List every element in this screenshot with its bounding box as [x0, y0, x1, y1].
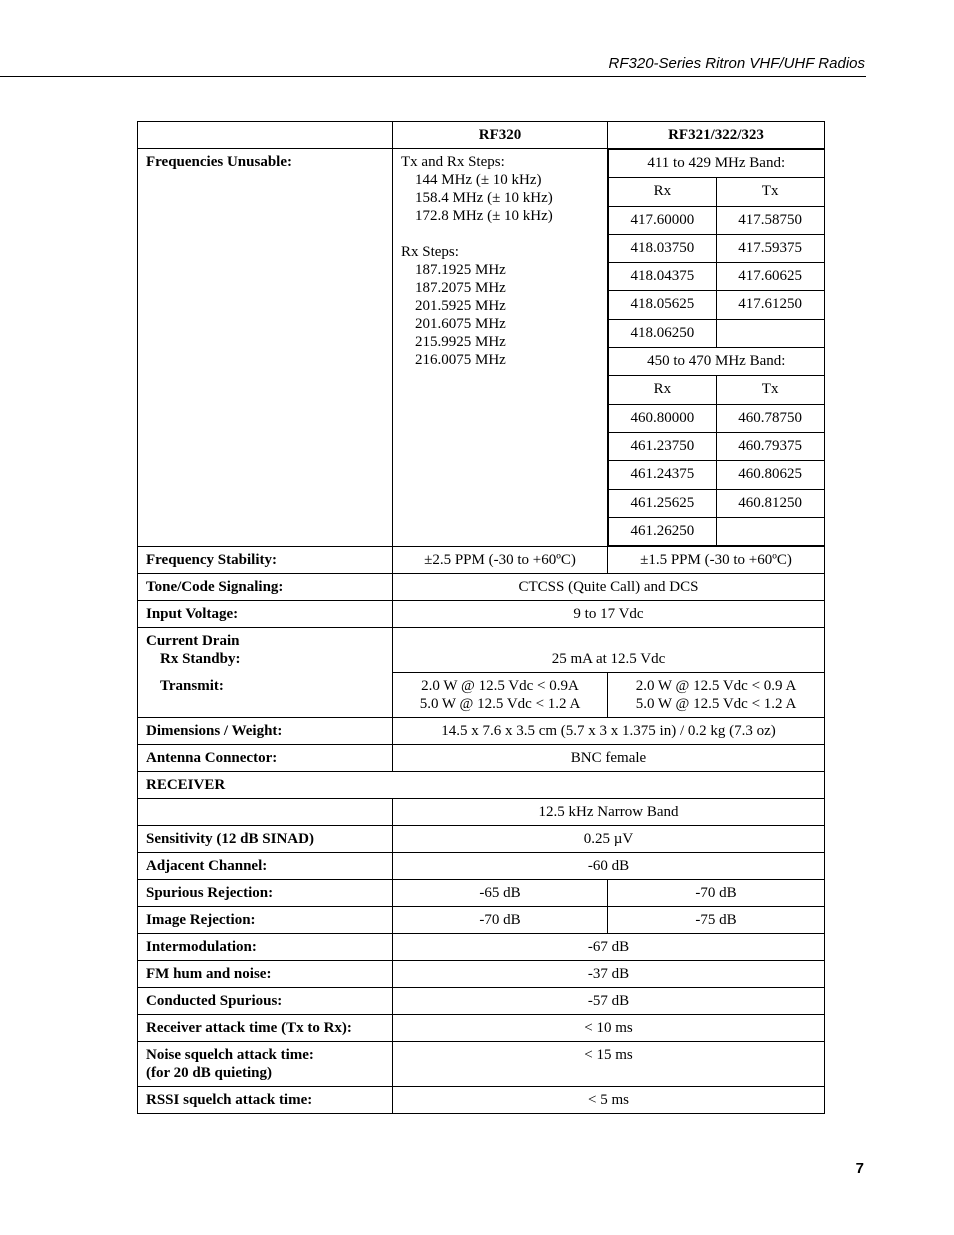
tx-freq-cell: 417.61250	[716, 291, 824, 319]
spurious-label: Spurious Rejection:	[138, 880, 393, 907]
transmit-rf320-line2: 5.0 W @ 12.5 Vdc < 1.2 A	[419, 696, 581, 713]
rf321-freq-subtable	[608, 149, 825, 546]
page-header	[0, 54, 866, 77]
freq-subheader-row	[609, 178, 825, 206]
column-header-rf321: RF321/322/323	[608, 122, 825, 149]
image-rf320: -70 dB	[393, 907, 608, 934]
sensitivity-label: Sensitivity (12 dB SINAD)	[138, 826, 393, 853]
current-drain-label: Current Drain	[146, 633, 240, 650]
rf320-steps-cell	[393, 149, 608, 547]
freq-stability-row	[138, 547, 825, 574]
txrx-step: 144 MHz (± 10 kHz)	[415, 172, 542, 188]
tone-value: CTCSS (Quite Call) and DCS	[393, 574, 825, 601]
intermod-label: Intermodulation:	[138, 934, 393, 961]
tx-freq-cell: 417.59375	[716, 234, 824, 262]
receiver-band-row	[138, 799, 825, 826]
rx-standby-value: 25 mA at 12.5 Vdc	[393, 628, 825, 673]
tx-freq-cell: 417.60625	[716, 263, 824, 291]
tx-freq-cell: Tx	[716, 178, 824, 206]
freq-stability-rf321: ±1.5 PPM (-30 to +60ºC)	[608, 547, 825, 574]
noise-squelch-row	[138, 1042, 825, 1087]
band-heading: 450 to 470 MHz Band:	[609, 348, 825, 376]
freq-unusable-label: Frequencies Unusable:	[138, 149, 393, 547]
tx-freq-cell: 417.58750	[716, 206, 824, 234]
header-title: RF320-Series Ritron VHF/UHF Radios	[608, 55, 865, 72]
spec-table	[137, 121, 825, 1114]
rssi-label: RSSI squelch attack time:	[138, 1087, 393, 1114]
freq-row	[609, 206, 825, 234]
freq-stability-label: Frequency Stability:	[138, 547, 393, 574]
header-row	[138, 122, 825, 149]
rx-step: 201.5925 MHz	[415, 298, 506, 314]
tx-freq-cell: Tx	[716, 376, 824, 404]
tx-freq-cell: 460.80625	[716, 461, 824, 489]
rx-freq-cell: 461.26250	[609, 517, 717, 545]
rx-freq-cell: 461.25625	[609, 489, 717, 517]
input-voltage-row	[138, 601, 825, 628]
freq-stability-rf320: ±2.5 PPM (-30 to +60ºC)	[393, 547, 608, 574]
transmit-rf321-line2: 5.0 W @ 12.5 Vdc < 1.2 A	[635, 696, 797, 713]
conducted-row	[138, 988, 825, 1015]
rx-freq-cell: Rx	[609, 178, 717, 206]
dimensions-row	[138, 718, 825, 745]
rx-freq-cell: 461.24375	[609, 461, 717, 489]
rx-freq-cell: 418.04375	[609, 263, 717, 291]
header-blank-cell	[138, 122, 393, 149]
rx-step: 187.1925 MHz	[415, 262, 506, 278]
freq-row	[609, 432, 825, 460]
antenna-label: Antenna Connector:	[138, 745, 393, 772]
spurious-rf320: -65 dB	[393, 880, 608, 907]
conducted-value: -57 dB	[393, 988, 825, 1015]
column-header-rf320: RF320	[393, 122, 608, 149]
rx-standby-label: Rx Standby:	[160, 651, 241, 668]
transmit-rf320	[393, 673, 608, 718]
txrx-step: 172.8 MHz (± 10 kHz)	[415, 208, 553, 224]
attack-value: < 10 ms	[393, 1015, 825, 1042]
spurious-row	[138, 880, 825, 907]
freq-row	[609, 263, 825, 291]
freq-row	[609, 291, 825, 319]
input-voltage-value: 9 to 17 Vdc	[393, 601, 825, 628]
fm-hum-label: FM hum and noise:	[138, 961, 393, 988]
rssi-value: < 5 ms	[393, 1087, 825, 1114]
tone-row	[138, 574, 825, 601]
freq-unusable-row	[138, 149, 825, 547]
adjacent-value: -60 dB	[393, 853, 825, 880]
sensitivity-row	[138, 826, 825, 853]
attack-row	[138, 1015, 825, 1042]
freq-row	[609, 319, 825, 347]
freq-row	[609, 404, 825, 432]
rx-freq-cell: 418.06250	[609, 319, 717, 347]
transmit-rf320-line1: 2.0 W @ 12.5 Vdc < 0.9A	[421, 678, 579, 695]
attack-label: Receiver attack time (Tx to Rx):	[138, 1015, 393, 1042]
spurious-rf321: -70 dB	[608, 880, 825, 907]
rx-freq-cell: 417.60000	[609, 206, 717, 234]
rx-freq-cell: 460.80000	[609, 404, 717, 432]
tx-freq-cell: 460.81250	[716, 489, 824, 517]
noise-squelch-value: < 15 ms	[393, 1042, 825, 1087]
band-heading-row	[609, 348, 825, 376]
rx-freq-cell: Rx	[609, 376, 717, 404]
freq-row	[609, 489, 825, 517]
tx-freq-cell	[716, 319, 824, 347]
tx-freq-cell	[716, 517, 824, 545]
rssi-row	[138, 1087, 825, 1114]
rx-freq-cell: 418.05625	[609, 291, 717, 319]
rx-freq-cell: 418.03750	[609, 234, 717, 262]
conducted-label: Conducted Spurious:	[138, 988, 393, 1015]
intermod-value: -67 dB	[393, 934, 825, 961]
transmit-rf321-line1: 2.0 W @ 12.5 Vdc < 0.9 A	[635, 678, 797, 695]
input-voltage-label: Input Voltage:	[138, 601, 393, 628]
noise-squelch-label-cell	[138, 1042, 393, 1087]
adjacent-label: Adjacent Channel:	[138, 853, 393, 880]
band-heading: 411 to 429 MHz Band:	[609, 150, 825, 178]
transmit-label: Transmit:	[160, 678, 224, 695]
image-row	[138, 907, 825, 934]
freq-row	[609, 234, 825, 262]
receiver-band-value: 12.5 kHz Narrow Band	[393, 799, 825, 826]
page-number: 7	[855, 1160, 864, 1177]
freq-row	[609, 517, 825, 545]
receiver-band-label	[138, 799, 393, 826]
fm-hum-value: -37 dB	[393, 961, 825, 988]
adjacent-row	[138, 853, 825, 880]
image-rf321: -75 dB	[608, 907, 825, 934]
rx-step: 187.2075 MHz	[415, 280, 506, 296]
rf321-freq-cell	[608, 149, 825, 547]
rx-step: 215.9925 MHz	[415, 334, 506, 350]
noise-squelch-label: Noise squelch attack time:	[146, 1047, 314, 1064]
dimensions-label: Dimensions / Weight:	[138, 718, 393, 745]
transmit-rf321	[608, 673, 825, 718]
fm-hum-row	[138, 961, 825, 988]
txrx-step: 158.4 MHz (± 10 kHz)	[415, 190, 553, 206]
receiver-section-row	[138, 772, 825, 799]
rx-steps-title: Rx Steps:	[401, 244, 459, 260]
current-drain-row	[138, 628, 825, 673]
tone-label: Tone/Code Signaling:	[138, 574, 393, 601]
txrx-steps-title: Tx and Rx Steps:	[401, 154, 505, 170]
rx-step: 201.6075 MHz	[415, 316, 506, 332]
antenna-row	[138, 745, 825, 772]
noise-squelch-sublabel: (for 20 dB quieting)	[146, 1065, 272, 1082]
image-label: Image Rejection:	[138, 907, 393, 934]
tx-freq-cell: 460.79375	[716, 432, 824, 460]
intermod-row	[138, 934, 825, 961]
sensitivity-value: 0.25 µV	[393, 826, 825, 853]
receiver-section-heading: RECEIVER	[138, 772, 825, 799]
dimensions-value: 14.5 x 7.6 x 3.5 cm (5.7 x 3 x 1.375 in) / 0.2 kg (7.3 oz)	[393, 718, 825, 745]
band-heading-row	[609, 150, 825, 178]
current-drain-label-cell	[138, 628, 393, 718]
freq-row	[609, 461, 825, 489]
antenna-value: BNC female	[393, 745, 825, 772]
rx-freq-cell: 461.23750	[609, 432, 717, 460]
freq-subheader-row	[609, 376, 825, 404]
rx-step: 216.0075 MHz	[415, 352, 506, 368]
tx-freq-cell: 460.78750	[716, 404, 824, 432]
